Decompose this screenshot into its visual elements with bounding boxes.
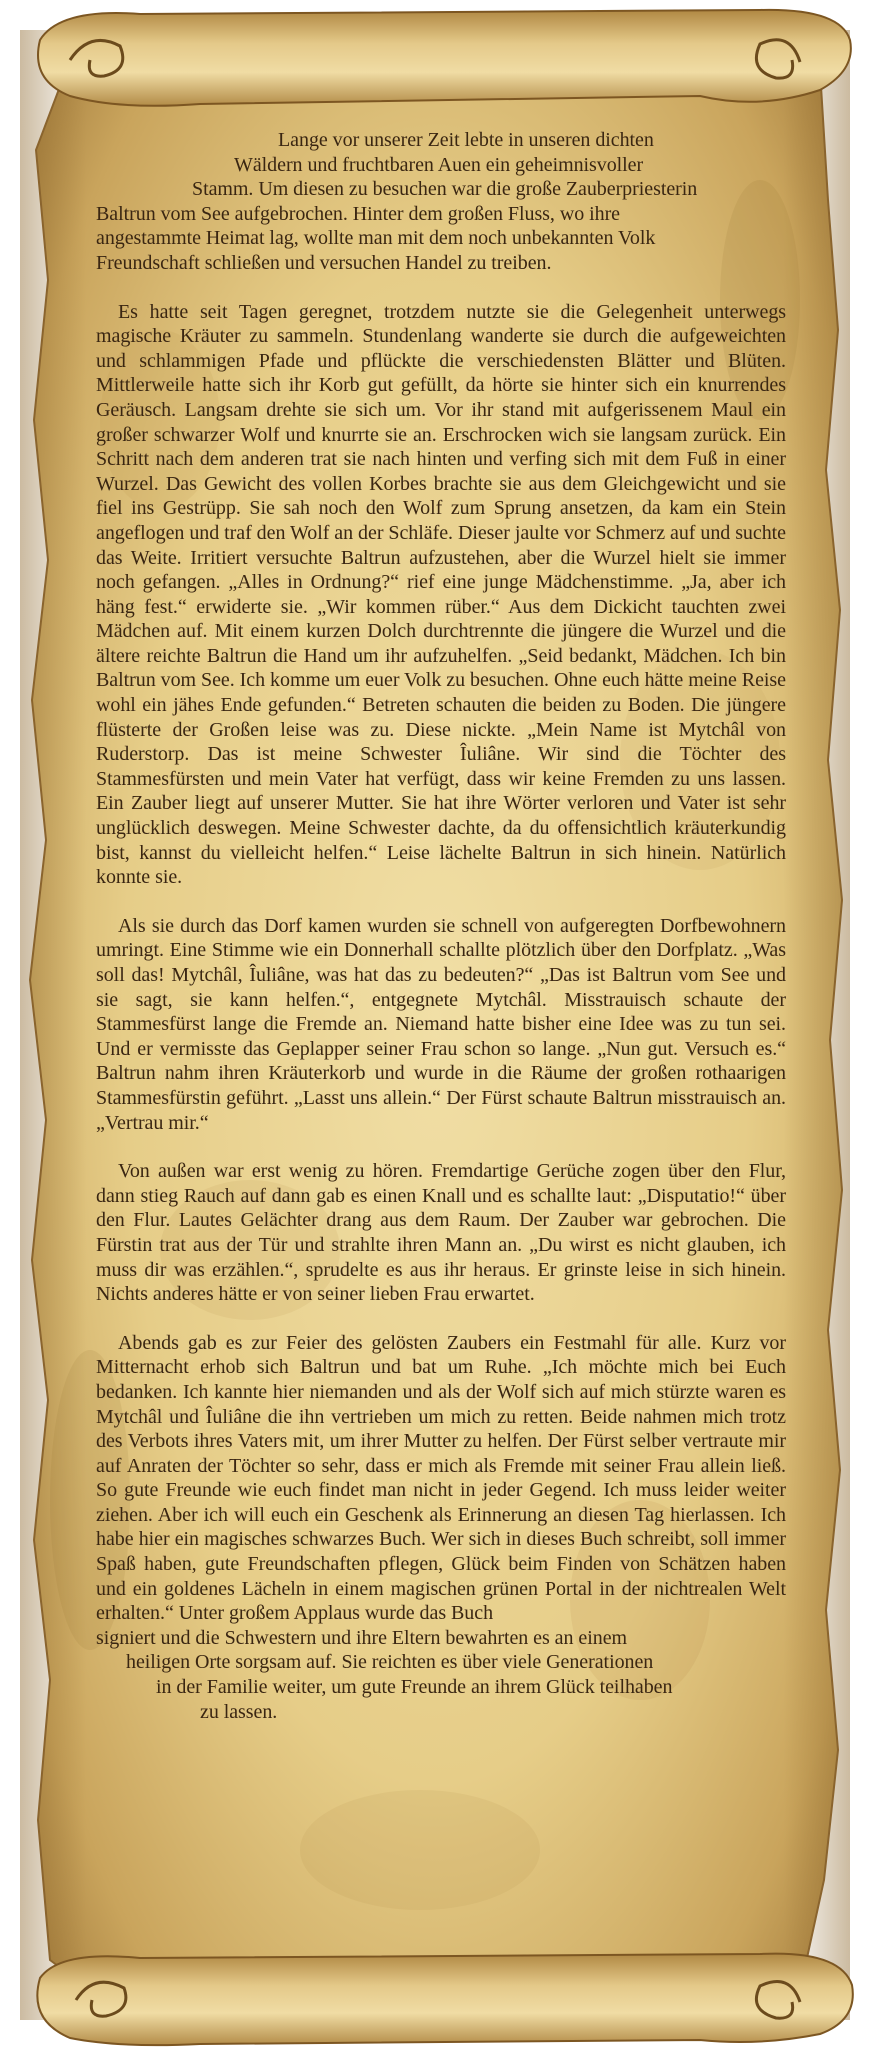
paragraph-1 [96,128,786,276]
paragraph-1-line-5: angestammte Heimat lag, wollte man mit dem noch unbekannten Volk [96,227,656,250]
paragraph-5: Abends gab es zur Feier des gelösten Zaubers ein Festmahl für alle. Kurz vor Mitternacht erhob sich Baltrun und bat um Ruhe. „Ich möchte mich bei Euch bedanken. Ich kannte hier niemanden und als der Wolf sich auf mich stürzte waren es Mytchâl und Îuliâne die ihn vertrieben um mich zu retten. Beide nahmen mich trotz des Verbots ihres Vaters mit, um ihrer Mutter zu helfen. Der Fürst selber vertraute mir auf Anraten der Töchter so sehr, dass er mich als Fremde mit seiner Frau allein ließ. So gute Freunde wie euch findet man nicht in jeder Gegend. Ich muss leider weiter ziehen. Aber ich will euch ein Geschenk als Erinnerung an diesen Tag hierlassen. Ich habe hier ein magisches schwarzes Buch. Wer sich in dieses Buch schreibt, soll immer Spaß haben, gute Freundschaften pflegen, Glück beim Finden von Schätzen haben und ein goldenes Lächeln in einem magischen grünen Portal in der nichtrealen Welt erhalten.“ Unter großem Applaus wurde das Buch [96,1331,786,1625]
bottom-scroll-roll [37,1954,852,2046]
top-scroll-roll [38,10,851,106]
paragraph-6 [96,1626,786,1724]
paragraph-2: Es hatte seit Tagen geregnet, trotzdem nutzte sie die Gelegenheit unterwegs magische Kräuter zu sammeln. Stundenlang wanderte sie durch die aufgeweichten und schlammigen Pfade und pflückte die verschiedensten Blätter und Blüten. Mittlerweile hatte sich ihr Korb gut gefüllt, da hörte sie hinter sich ein knurrendes Geräusch. Langsam drehte sie sich um. Vor ihr stand mit aufgerissenem Maul ein großer schwarzer Wolf und knurrte sie an. Erschrocken wich sie langsam zurück. Ein Schritt nach dem anderen trat sie nach hinten und verfing sich mit dem Fuß in einer Wurzel. Das Gewicht des vollen Korbes brachte sie aus dem Gleichgewicht und sie fiel ins Gestrüpp. Sie sah noch den Wolf zum Sprung ansetzen, da kam ein Stein angeflogen und traf den Wolf an der Schläfe. Dieser jaulte vor Schmerz auf und suchte das Weite. Irritiert versuchte Baltrun aufzustehen, aber die Wurzel hielt sie immer noch gefangen. „Alles in Ordnung?“ rief eine junge Mädchenstimme. „Ja, aber ich häng fest.“ erwiderte sie. „Wir kommen rüber.“ Aus dem Dickicht tauchten zwei Mädchen auf. Mit einem kurzen Dolch durchtrennte die jüngere die Wurzel und die ältere reichte Baltrun die Hand um ihr aufzuhelfen. „Seid bedankt, Mädchen. Ich bin Baltrun vom See. Ich komme um euer Volk zu besuchen. Ohne euch hätte meine Reise wohl ein jähes Ende gefunden.“ Betreten schauten die beiden zu Boden. Die jüngere flüsterte der Großen leise was zu. Diese nickte. „Mein Name ist Mytchâl von Ruderstorp. Das ist meine Schwester Îuliâne. Wir sind die Töchter des Stammesfürsten und mein Vater hat verfügt, dass wir keine Fremden zu uns lassen. Ein Zauber liegt auf unserer Mutter. Sie hat ihre Wörter verloren und Vater ist sehr unglücklich deswegen. Meine Schwester dachte, da du offensichtlich kräuterkundig bist, kannst du vielleicht helfen.“ Leise lächelte Baltrun in sich hinein. Natürlich konnte sie. [96,300,786,889]
paragraph-6-line-3: in der Familie weiter, um gute Freunde an ihrem Glück teilhaben [156,1676,673,1699]
paragraph-1-line-4: Baltrun vom See aufgebrochen. Hinter dem großen Fluss, wo ihre [96,202,621,225]
paragraph-1-line-1: Lange vor unserer Zeit lebte in unseren dichten [278,129,654,151]
paragraph-1-line-6: Freundschaft schließen und versuchen Handel zu treiben. [96,251,552,274]
paragraph-6-line-4: zu lassen. [200,1700,278,1723]
paragraph-6-line-1: signiert und die Schwestern und ihre Eltern bewahrten es an einem [96,1626,628,1649]
paragraph-1-line-3: Stamm. Um diesen zu besuchen war die große Zauberpriesterin [192,178,698,201]
paragraph-6-line-2: heiligen Orte sorgsam auf. Sie reichten es über viele Generationen [126,1651,654,1674]
story-text [96,128,786,1724]
paragraph-3: Als sie durch das Dorf kamen wurden sie schnell von aufgeregten Dorfbewohnern umringt. Eine Stimme wie ein Donnerhall schallte plötzlich über den Dorfplatz. „Was soll das! Mytchâl, Îuliâne, was hat das zu bedeuten?“ „Das ist Baltrun vom See und sie sagt, sie kann helfen.“, entgegnete Mytchâl. Misstrauisch schaute der Stammesfürst lange die Fremde an. Niemand hatte bisher eine Idee was zu tun sei. Und er vermisste das Geplapper seiner Frau schon so lange. „Nun gut. Versuch es.“ Baltrun nahm ihren Kräuterkorb und wurde in die Räume der großen rothaarigen Stammesfürstin geführt. „Lasst uns allein.“ Der Fürst schaute Baltrun misstrauisch an. „Vertrau mir.“ [96,914,786,1134]
paragraph-1-line-2: Wäldern und fruchtbaren Auen ein geheimnisvoller [234,153,644,176]
paragraph-4: Von außen war erst wenig zu hören. Fremdartige Gerüche zogen über den Flur, dann stieg Rauch auf dann gab es einen Knall und es schallte laut: „Disputatio!“ über den Flur. Lautes Gelächter drang aus dem Raum. Der Zauber war gebrochen. Die Fürstin trat aus der Tür und strahlte ihren Mann an. „Du wirst es nicht glauben, ich muss dir was erzählen.“, sprudelte es aus ihr heraus. Er grinste leise in sich hinein. Nichts anderes hätte er von seiner lieben Frau erwartet. [96,1160,786,1306]
